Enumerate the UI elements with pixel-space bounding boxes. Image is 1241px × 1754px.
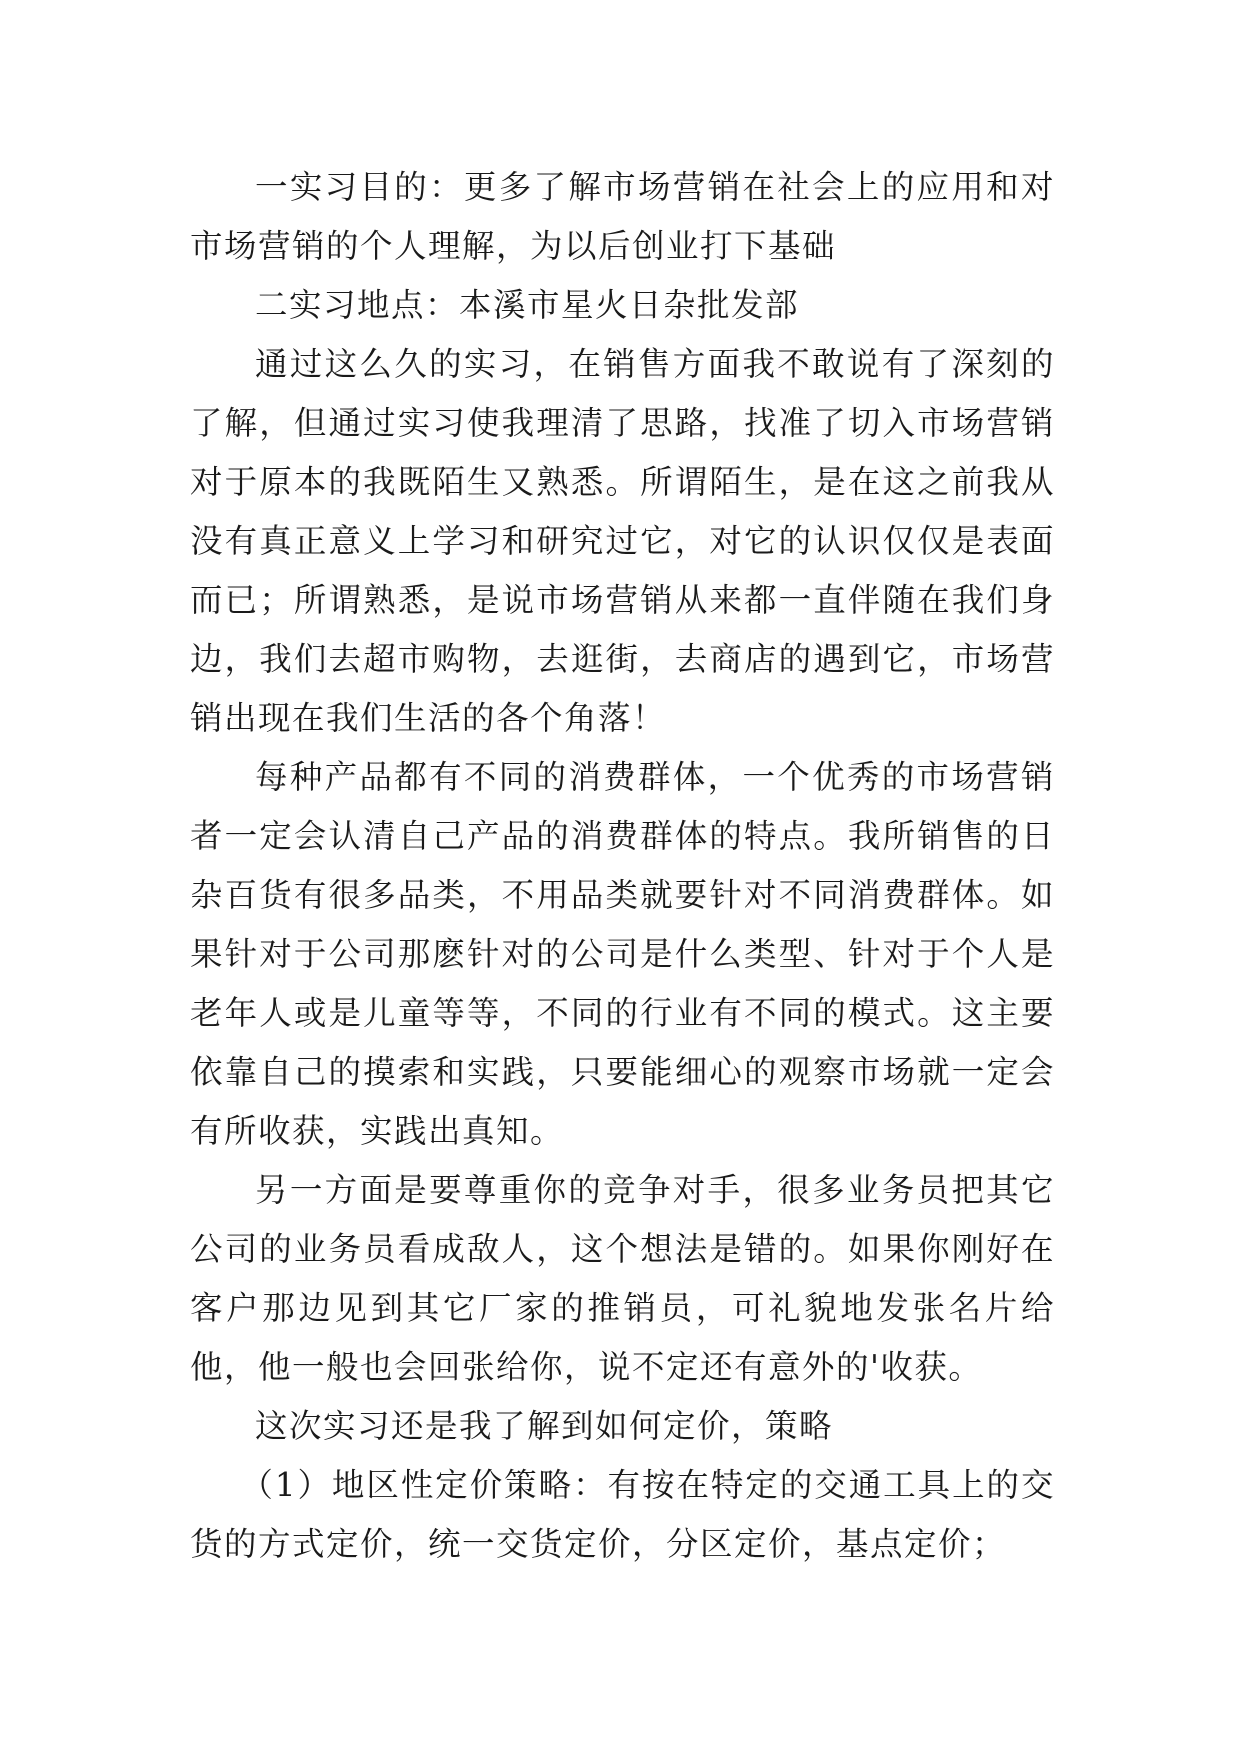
paragraph-location: 二实习地点：本溪市星火日杂批发部	[255, 286, 800, 324]
paragraph-pricing-item-1: （1）地区性定价策略：有按在特定的交通工具上的交货的方式定价，统一交货定价，分区定价，基点定价；	[190, 1466, 1055, 1563]
paragraph-reflection: 通过这么久的实习，在销售方面我不敢说有了深刻的了解，但通过实习使我理清了思路，找准了切入市场营销对于原本的我既陌生又熟悉。所谓陌生，是在这之前我从没有真正意义上学习和研究过它，对它的认识仅仅是表面而已；所谓熟悉，是说市场营销从来都一直伴随在我们身边，我们去超市购物，去逛街，去商店的遇到它，市场营销出现在我们生活的各个角落！	[190, 345, 1055, 737]
paragraph-purpose: 一实习目的：更多了解市场营销在社会上的应用和对市场营销的个人理解，为以后创业打下基础	[190, 168, 1055, 265]
paragraph-competitors: 另一方面是要尊重你的竞争对手，很多业务员把其它公司的业务员看成敌人，这个想法是错的。如果你刚好在客户那边见到其它厂家的推销员，可礼貌地发张名片给他，他一般也会回张给你，说不定还有意外的'收获。	[190, 1171, 1055, 1386]
document-body	[190, 158, 1055, 1574]
paragraph-consumer-groups: 每种产品都有不同的消费群体，一个优秀的市场营销者一定会认清自己产品的消费群体的特点。我所销售的日杂百货有很多品类，不用品类就要针对不同消费群体。如果针对于公司那麽针对的公司是什么类型、针对于个人是老年人或是儿童等等，不同的行业有不同的模式。这主要依靠自己的摸索和实践，只要能细心的观察市场就一定会有所收获，实践出真知。	[190, 758, 1055, 1150]
paragraph-pricing-intro: 这次实习还是我了解到如何定价，策略	[255, 1407, 834, 1445]
